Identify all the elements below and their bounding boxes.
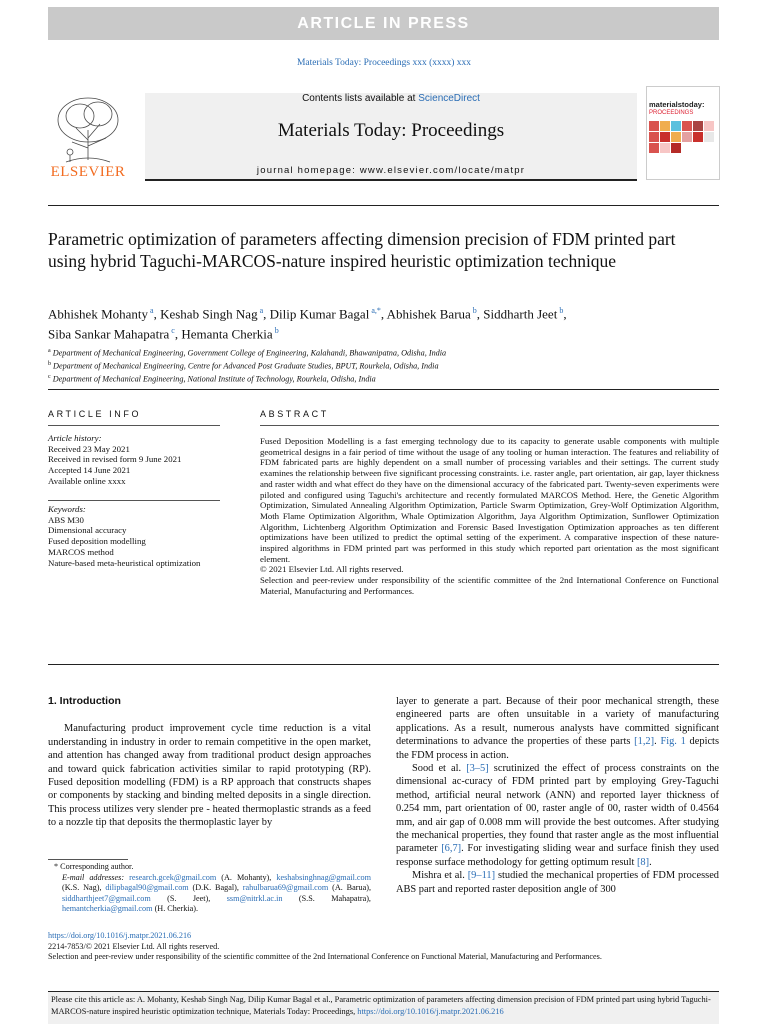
intro-paragraph-4: Mishra et al. [9–11] studied the mechanical properties of FDM processed ABS part and reported raster deposition angle of 300 bbox=[396, 870, 719, 895]
sciencedirect-link[interactable]: ScienceDirect bbox=[418, 93, 480, 104]
history-item: Accepted 14 June 2021 bbox=[48, 465, 131, 476]
article-in-press-banner: ARTICLE IN PRESS bbox=[48, 7, 719, 40]
abstract-divider bbox=[48, 664, 719, 665]
issn-line: 2214-7853/© 2021 Elsevier Ltd. All rights reserved. bbox=[48, 941, 220, 951]
email-owner: (D.K. Bagal), bbox=[188, 883, 243, 893]
affiliation-b bbox=[48, 359, 719, 372]
affiliation-mark: b bbox=[48, 361, 51, 368]
email-link[interactable]: keshabsinghnag@gmail.com bbox=[276, 872, 371, 882]
cite-doi-link[interactable]: https://doi.org/10.1016/j.matpr.2021.06.216 bbox=[357, 1006, 504, 1016]
article-history bbox=[48, 433, 238, 487]
cite-this-article-box: Please cite this article as: A. Mohanty, Keshab Singh Nag, Dilip Kumar Bagal et al., Parametric optimization of parameters affecting dimension precision of FDM printed part using hybrid Taguchi-MARCOS-nature inspired heuristic optimization technique, Materials Today: Proceedings, https://doi.org/10.1016/j.matpr.2021.06.216 bbox=[48, 991, 719, 1024]
author-affiliation-mark[interactable]: b bbox=[470, 306, 477, 315]
email-owner: (S.S. Mahapatra), bbox=[282, 893, 371, 903]
email-link[interactable]: hemantcherkia@gmail.com bbox=[62, 904, 153, 914]
author-name[interactable]: Hemanta Cherkia bbox=[181, 326, 273, 342]
body-left-column bbox=[48, 695, 371, 830]
article-title: Parametric optimization of parameters affecting dimension precision of FDM printed part using hybrid Taguchi-MARCOS-nature inspired heuristic optimization technique bbox=[48, 229, 676, 271]
email-addresses bbox=[48, 873, 371, 915]
keywords-list bbox=[48, 515, 248, 569]
keyword-item: ABS M30 bbox=[48, 514, 84, 525]
email-link[interactable]: research.gcek@gmail.com bbox=[129, 872, 217, 882]
intro-paragraph-1: Manufacturing product improvement cycle time reduction is a vital understanding in industry in order to remain competitive in the open market, and attention has changed away from traditional product design approaches and toward quick fabrication activities similar to rapid prototyping (RP). Fused deposition modelling (FDM) is a RP approach that constructs shapes or components by stacking and binding melted deposits in a single direction. This process utilizes very slender pre - heated thermoplastic strands as a feed to a nozzle tip that deposits the thermoplastic layer by bbox=[48, 723, 371, 829]
keywords-rule bbox=[48, 500, 220, 501]
authors-line-1 bbox=[48, 302, 719, 322]
affiliation-a bbox=[48, 346, 719, 359]
body-right-column bbox=[396, 695, 719, 896]
author-affiliation-mark[interactable]: c bbox=[169, 326, 175, 336]
affiliation-text: Department of Mechanical Engineering, National Institute of Technology, Rourkela, Odisha, India bbox=[50, 375, 376, 385]
journal-reference[interactable]: Materials Today: Proceedings xxx (xxxx) xxx bbox=[296, 58, 472, 68]
email-owner: (A. Mohanty), bbox=[216, 872, 277, 882]
cover-subtitle: PROCEEDINGS bbox=[649, 110, 694, 116]
intro-paragraph-3: Sood et al. [3–5] scrutinized the effect of process constraints on the dimensional ac-curacy of FDM printed part by employing Grey-Taguchi method, artificial neural network (ANN) and reported layer thickness of 0.254 mm, part orientation of 00, raster angle of 00, raster width of 0.4564 mm, and air gap of 0.008 mm will provide the best outcomes. After studying the mechanical properties, they found that raster angle as the most influential parameter [6,7]. For investigating sliding wear and surface finish they used response surface methodology for getting optimum result [8]. bbox=[396, 763, 719, 868]
abstract-text: Fused Deposition Modelling is a fast emerging technology due to its capacity to generate usable components with multiple geometrical designs in a fair period of time without the usage of any tooling or human interaction. The features and reliability of FDM fabricated parts are highly dependent on a small number of processing variables and their settings. The current study examines the relationship between five significant processing constraints. i.e. raster angle, part orientation, air gap, layer thickness and raster width and what effect do they have on the dimensional accuracy of the fabricated part. Twenty-seven experiments were piloted and configured using Taguchi's architecture and recently formulated MARCOS Method. Here, the Genetic Algorithm Optimization, Simulated Annealing Algorithm Optimization, Particle Swarm Optimization, Grey-Wolf Optimization Algorithm, Moth Flame Optimization Algorithm, Whale Optimization Algorithm, Jaya Algorithm Optimization, Sunflower Optimization Algorithm, Lichtenberg Algorithm Optimization and Forensic Based Investigation Optimization approaches as ten different optimizations have been utilized to predict the optimal setting of the experiment. A comparative inspection of these nature-inspired algorithms in FDM printed part was performed in this study which reported part orientation as the most significant element. bbox=[260, 436, 719, 564]
email-owner: (K.S. Nag), bbox=[62, 883, 106, 893]
email-owner: (A. Barua), bbox=[328, 883, 371, 893]
author-affiliation-mark[interactable]: a bbox=[148, 306, 154, 315]
author-name[interactable]: Siddharth Jeet bbox=[483, 306, 558, 322]
author-separator: , bbox=[476, 306, 484, 322]
keyword-item: Fused deposition modelling bbox=[48, 536, 146, 547]
authors-line-2 bbox=[48, 322, 719, 342]
keyword-item: MARCOS method bbox=[48, 546, 114, 557]
footnote-rule bbox=[48, 859, 128, 860]
email-owner: (H. Cherkia). bbox=[152, 904, 199, 914]
history-item: Available online xxxx bbox=[48, 475, 126, 486]
email-link[interactable]: siddharthjeet7@gmail.com bbox=[62, 893, 151, 903]
author-separator: , bbox=[563, 306, 567, 322]
author-separator: , bbox=[174, 326, 182, 342]
affiliation-mark: c bbox=[48, 374, 51, 381]
contents-available: Contents lists available at ScienceDirect bbox=[302, 93, 480, 104]
author-name[interactable]: Abhishek Mohanty bbox=[48, 306, 149, 322]
author-separator: , bbox=[380, 306, 387, 322]
author-affiliation-mark[interactable]: b bbox=[557, 306, 564, 315]
author-name[interactable]: Abhishek Barua bbox=[386, 306, 471, 322]
journal-homepage[interactable]: journal homepage: www.elsevier.com/locate/matpr bbox=[256, 165, 526, 176]
email-link[interactable]: ssm@nitrkl.ac.in bbox=[226, 893, 283, 903]
abstract-peer-review: Selection and peer-review under responsibility of the scientific committee of the 2nd International Conference on Functional Material, Manufacturing and Performances. bbox=[260, 575, 719, 596]
history-label: Article history: bbox=[48, 433, 102, 443]
ref-link-6-7[interactable]: [6,7] bbox=[441, 843, 462, 855]
email-label: E-mail addresses: bbox=[62, 872, 130, 882]
article-info-heading: ARTICLE INFO bbox=[48, 409, 142, 419]
figure-1-link[interactable]: Fig. 1 bbox=[660, 736, 686, 748]
doi-block bbox=[48, 931, 719, 963]
doi-link[interactable]: https://doi.org/10.1016/j.matpr.2021.06.216 bbox=[48, 931, 192, 940]
author-list bbox=[48, 302, 719, 343]
email-owner: (S. Jeet), bbox=[150, 893, 227, 903]
section-heading-introduction: 1. Introduction bbox=[48, 695, 121, 707]
email-link[interactable]: dilipbagal90@gmail.com bbox=[105, 883, 189, 893]
author-name[interactable]: Keshab Singh Nag bbox=[160, 306, 258, 322]
author-separator: , bbox=[263, 306, 270, 322]
keywords-label: Keywords: bbox=[48, 504, 86, 514]
keywords-block bbox=[48, 504, 248, 568]
history-item: Received in revised form 9 June 2021 bbox=[48, 454, 182, 465]
ref-link-9-11[interactable]: [9–11] bbox=[467, 870, 496, 882]
keyword-item: Nature-based meta-heuristical optimization bbox=[48, 557, 201, 568]
ref-link-8[interactable]: [8] bbox=[636, 856, 650, 868]
ref-link-1-2[interactable]: [1,2] bbox=[634, 736, 655, 748]
header-divider bbox=[48, 389, 719, 390]
abstract-rule bbox=[260, 425, 719, 426]
affiliations bbox=[48, 346, 719, 386]
cover-title: materialstoday: bbox=[649, 100, 705, 109]
keyword-item: Dimensional accuracy bbox=[48, 525, 127, 536]
author-affiliation-mark[interactable]: b bbox=[272, 326, 279, 336]
affiliation-mark: a bbox=[48, 348, 51, 354]
abstract-body bbox=[260, 436, 719, 597]
abstract-heading: ABSTRACT bbox=[260, 409, 329, 419]
cover-grid bbox=[649, 121, 715, 163]
author-name[interactable]: Siba Sankar Mahapatra bbox=[48, 326, 170, 342]
elsevier-wordmark: ELSEVIER bbox=[50, 164, 126, 180]
author-name[interactable]: Dilip Kumar Bagal bbox=[269, 306, 370, 322]
article-info-rule bbox=[48, 425, 220, 426]
affiliation-c bbox=[48, 372, 719, 385]
history-item: Received 23 May 2021 bbox=[48, 443, 130, 454]
affiliation-text: Department of Mechanical Engineering, Centre for Advanced Post Graduate Studies, BPUT, Rourkela, Odisha, India bbox=[51, 361, 439, 371]
abstract-copyright: © 2021 Elsevier Ltd. All rights reserved. bbox=[260, 564, 404, 575]
footer-peer-review: Selection and peer-review under responsibility of the scientific committee of the 2nd International Conference on Functional Material, Manufacturing and Performances. bbox=[48, 952, 602, 962]
journal-title: Materials Today: Proceedings bbox=[277, 120, 505, 141]
email-link[interactable]: rahulbarua69@gmail.com bbox=[242, 883, 329, 893]
affiliation-text: Department of Mechanical Engineering, Government College of Engineering, Kalahandi, Bhawanipatna, Odisha, India bbox=[50, 348, 447, 358]
author-affiliation-mark[interactable]: a,* bbox=[369, 306, 381, 315]
journal-cover-thumbnail bbox=[646, 86, 720, 180]
ref-link-3-5[interactable]: [3–5] bbox=[466, 763, 489, 775]
intro-paragraph-2: layer to generate a part. Because of their poor mechanical strength, these engineered parts are often unsuitable in a variety of manufacturing applications. As a result, numerous analysts have committed significant determinations to advance the properties of these parts [1,2]. Fig. 1 depicts the FDM process in action. bbox=[396, 696, 719, 761]
author-affiliation-mark[interactable]: a bbox=[257, 306, 264, 315]
history-list bbox=[48, 444, 238, 487]
footnotes bbox=[48, 862, 371, 915]
author-separator: , bbox=[153, 306, 161, 322]
corresponding-author-note: * Corresponding author. bbox=[54, 862, 134, 871]
masthead-divider bbox=[48, 205, 719, 206]
